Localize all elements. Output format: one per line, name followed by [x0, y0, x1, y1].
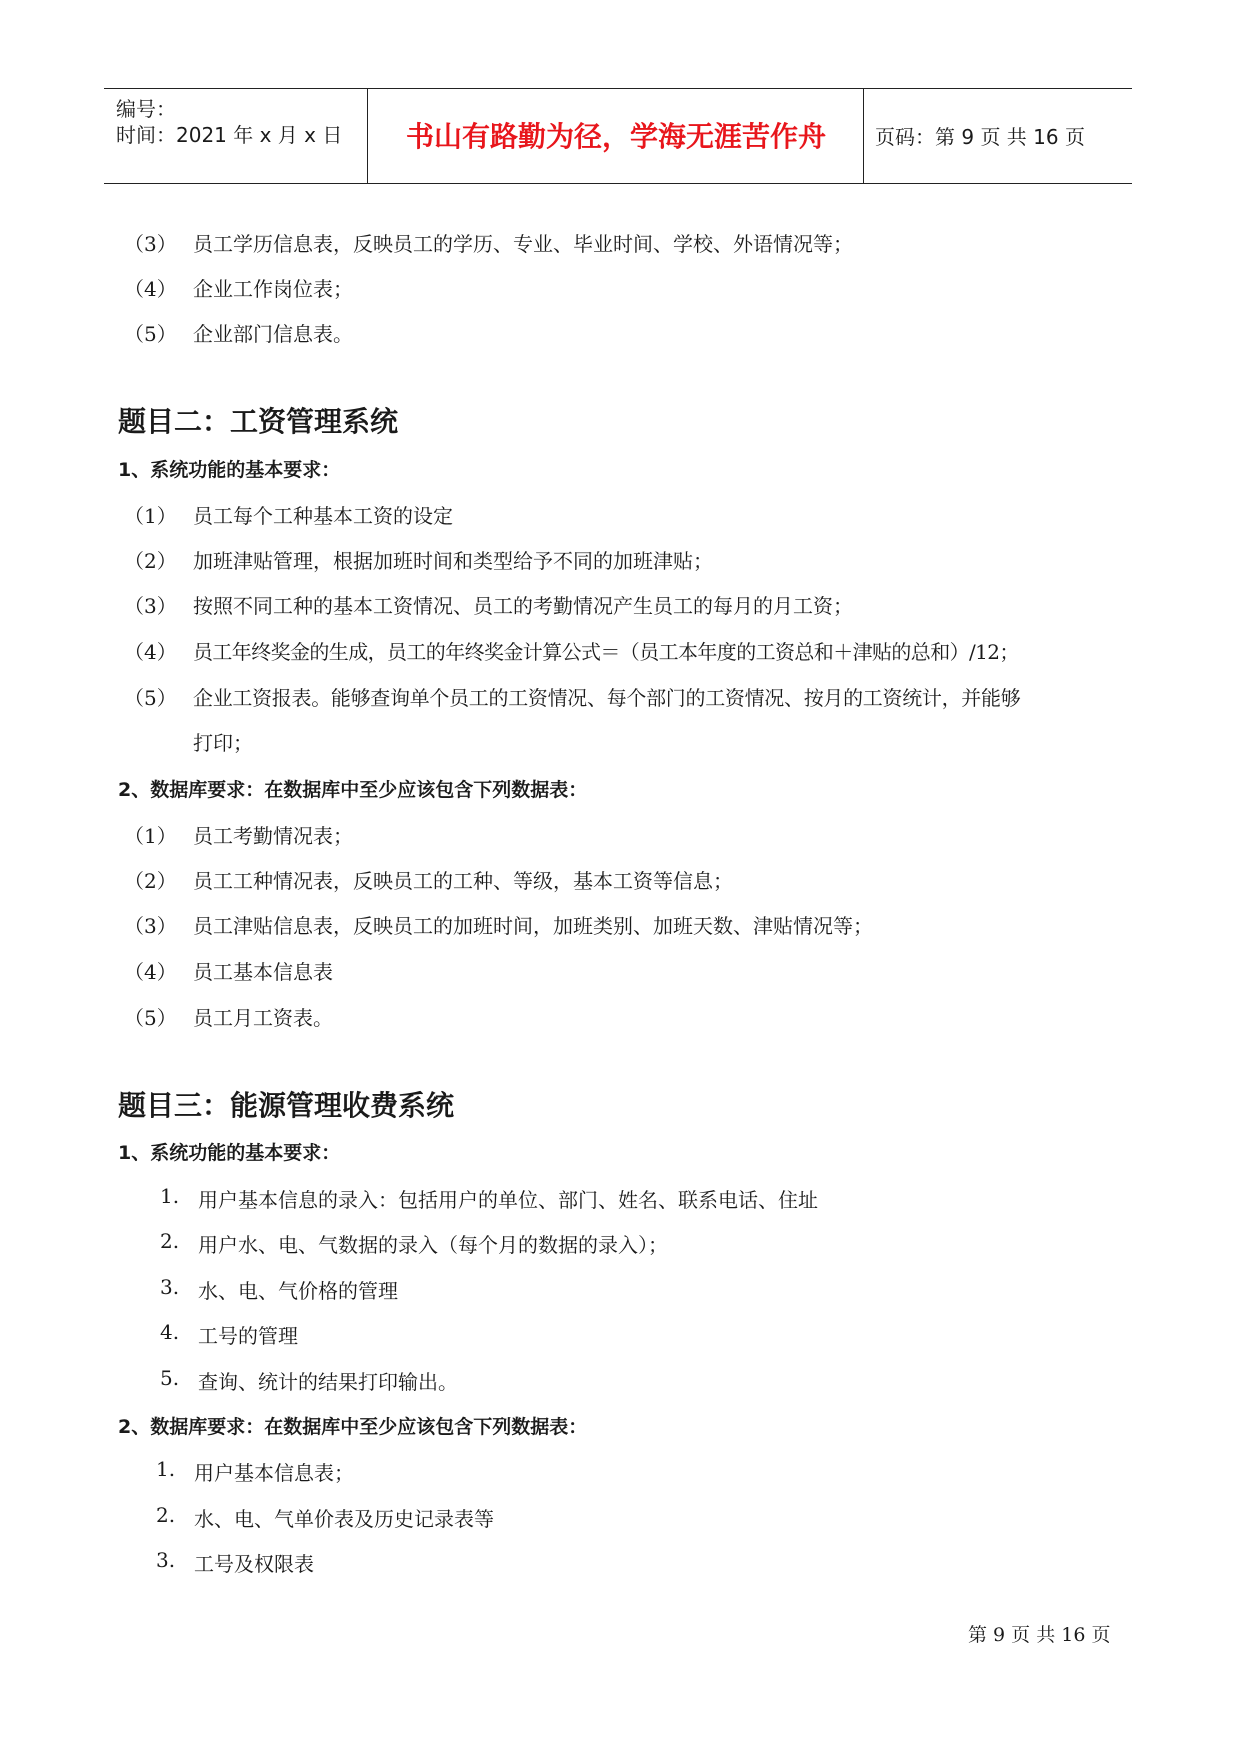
header-motto-cell: [369, 89, 864, 183]
topic3-req1-heading: 1、系统功能的基本要求：: [118, 1142, 341, 1164]
document-time-label: 时间：2021 年 x 月 x 日: [116, 123, 343, 147]
page-header: [104, 88, 1132, 184]
topic3-title: 题目三：能源管理收费系统: [118, 1089, 455, 1122]
header-left-cell: [104, 89, 368, 183]
topic3-req2-heading: 2、数据库要求：在数据库中至少应该包含下列数据表：: [118, 1416, 588, 1438]
topic2-req1-heading: 1、系统功能的基本要求：: [118, 459, 341, 481]
topic2-req2-heading: 2、数据库要求：在数据库中至少应该包含下列数据表：: [118, 779, 588, 801]
page-footer: 第 9 页 共 16 页: [968, 1624, 1111, 1646]
header-page-number: 页码：第 9 页 共 16 页: [875, 125, 1085, 149]
header-right-cell: [865, 89, 1132, 183]
header-motto: 书山有路勤为径，学海无涯苦作舟: [405, 120, 826, 153]
document-number-label: 编号：: [116, 97, 176, 121]
topic2-title: 题目二：工资管理系统: [118, 405, 399, 438]
